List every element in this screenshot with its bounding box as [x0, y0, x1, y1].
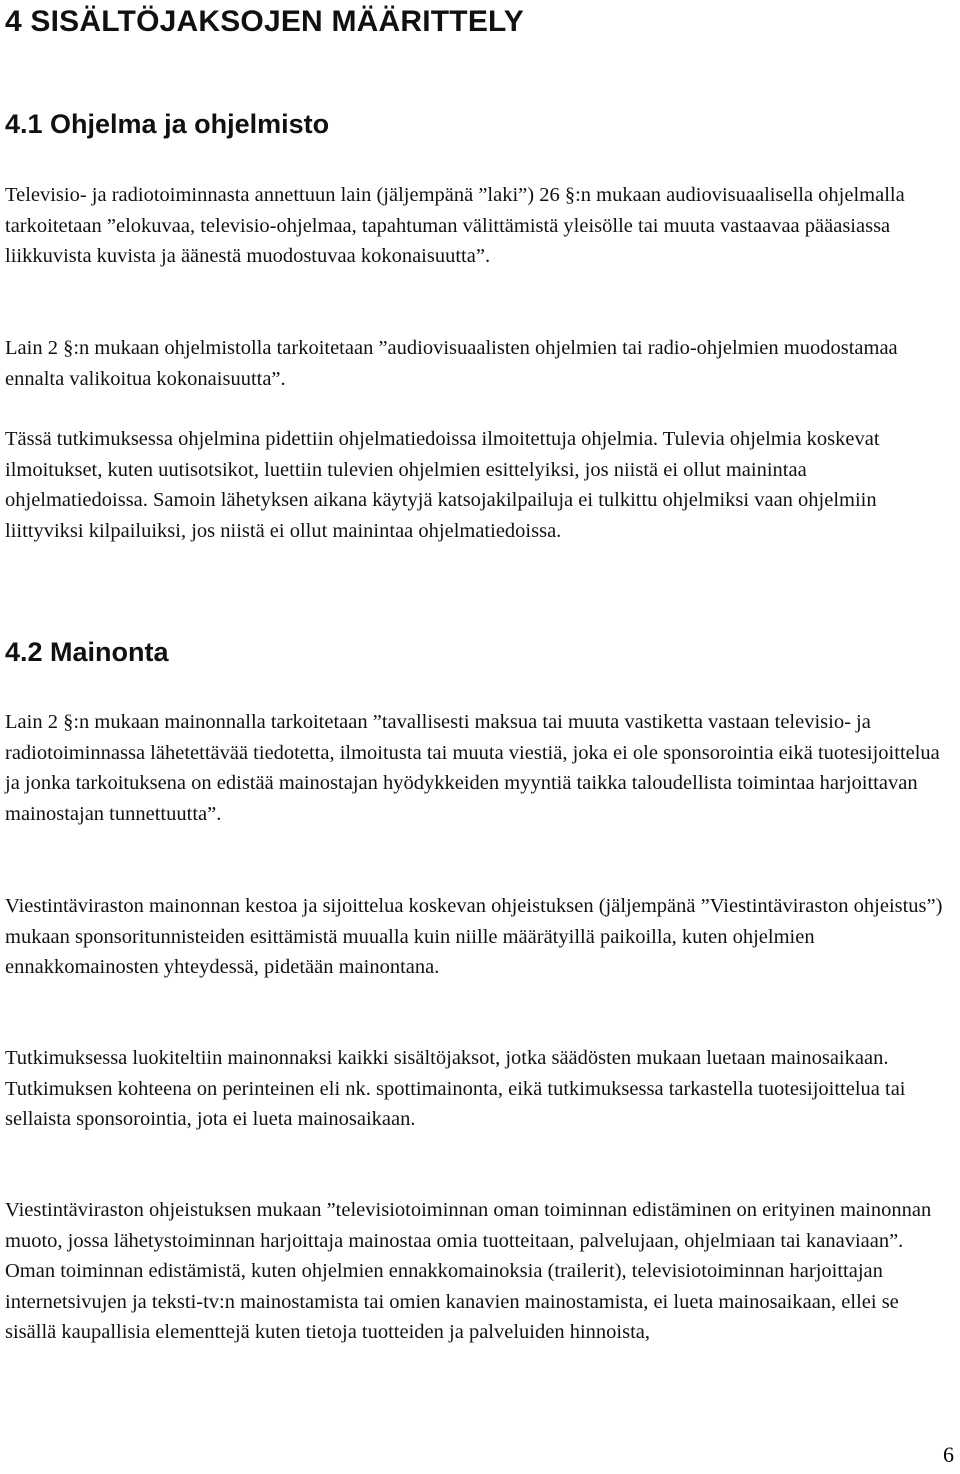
paragraph: Viestintäviraston mainonnan kestoa ja sijoittelua koskevan ohjeistuksen (jäljempänä ”Viestintäviraston ohjeistus”) mukaan sponsoritunnisteiden esittämistä muualla kuin niille määrätyillä paikoilla, kuten ohjelmien ennakkomainosten yhteydessä, pidetään mainontana. [5, 895, 943, 979]
paragraph: Tässä tutkimuksessa ohjelmina pidettiin ohjelmatiedoissa ilmoitettuja ohjelmia. Tulevia ohjelmia koskevat ilmoitukset, kuten uutisotsikot, luettiin tulevien ohjelmien esittelyiksi, jos niistä ei ollut mainintaa ohjelmatiedoissa. Samoin lähetyksen aikana käytyjä katsojakilpailuja ei tulkittu ohjelmiksi vaan ohjelmiin liittyviksi kilpailuiksi, jos niistä ei ollut mainintaa ohjelmatiedoissa. [5, 428, 880, 542]
paragraph: Lain 2 §:n mukaan mainonnalla tarkoitetaan ”tavallisesti maksua tai muuta vastiketta vastaan televisio- ja radiotoiminnassa lähetettävää tiedotetta, ilmoitusta tai muuta viestiä, joka ei ole sponsorointia eikä tuotesijoittelua ja jonka tarkoituksena on edistää mainostajan hyödykkeiden myyntiä taikka taloudellista toimintaa harjoittavan mainostajan tunnettuutta”. [5, 711, 940, 825]
section-heading-4-2: 4.2 Mainonta [5, 637, 169, 667]
paragraph: Tutkimuksessa luokiteltiin mainonnaksi kaikki sisältöjaksot, jotka säädösten mukaan luetaan mainosaikaan. Tutkimuksen kohteena on perinteinen eli nk. spottimainonta, eikä tutkimuksessa tarkastella tuotesijoittelua tai sellaista sponsorointia, jota ei lueta mainosaikaan. [5, 1047, 906, 1131]
chapter-heading: 4 SISÄLTÖJAKSOJEN MÄÄRITTELY [5, 5, 525, 38]
paragraph: Lain 2 §:n mukaan ohjelmistolla tarkoitetaan ”audiovisuaalisten ohjelmien tai radio-ohjelmien muodostamaa ennalta valikoitua kokonaisuutta”. [5, 337, 898, 390]
paragraph: Viestintäviraston ohjeistuksen mukaan ”televisiotoiminnan oman toiminnan edistäminen on erityinen mainonnan muoto, jossa lähetystoiminnan harjoittaja mainostaa omia tuotteitaan, palvelujaan, ohjelmiaan tai kanaviaan”. Oman toiminnan edistämistä, kuten ohjelmien ennakkomainoksia (trailerit), televisiotoiminnan harjoittajan internetsivujen ja teksti-tv:n mainostamista tai omien kanavien mainostamista, ei lueta mainosaikaan, ellei se sisällä kaupallisia elementtejä kuten tietoja tuotteiden ja palveluiden hinnoista, [5, 1199, 932, 1344]
page-number: 6 [943, 1442, 954, 1467]
section-heading-4-1: 4.1 Ohjelma ja ohjelmisto [5, 109, 330, 139]
paragraph: Televisio- ja radiotoiminnasta annettuun lain (jäljempänä ”laki”) 26 §:n mukaan audiovisuaalisella ohjelmalla tarkoitetaan ”elokuvaa, televisio-ohjelmaa, tapahtuman välittämistä yleisölle tai muuta vastaavaa pääasiassa liikkuvista kuvista ja äänestä muodostuvaa kokonaisuutta”. [5, 184, 905, 268]
